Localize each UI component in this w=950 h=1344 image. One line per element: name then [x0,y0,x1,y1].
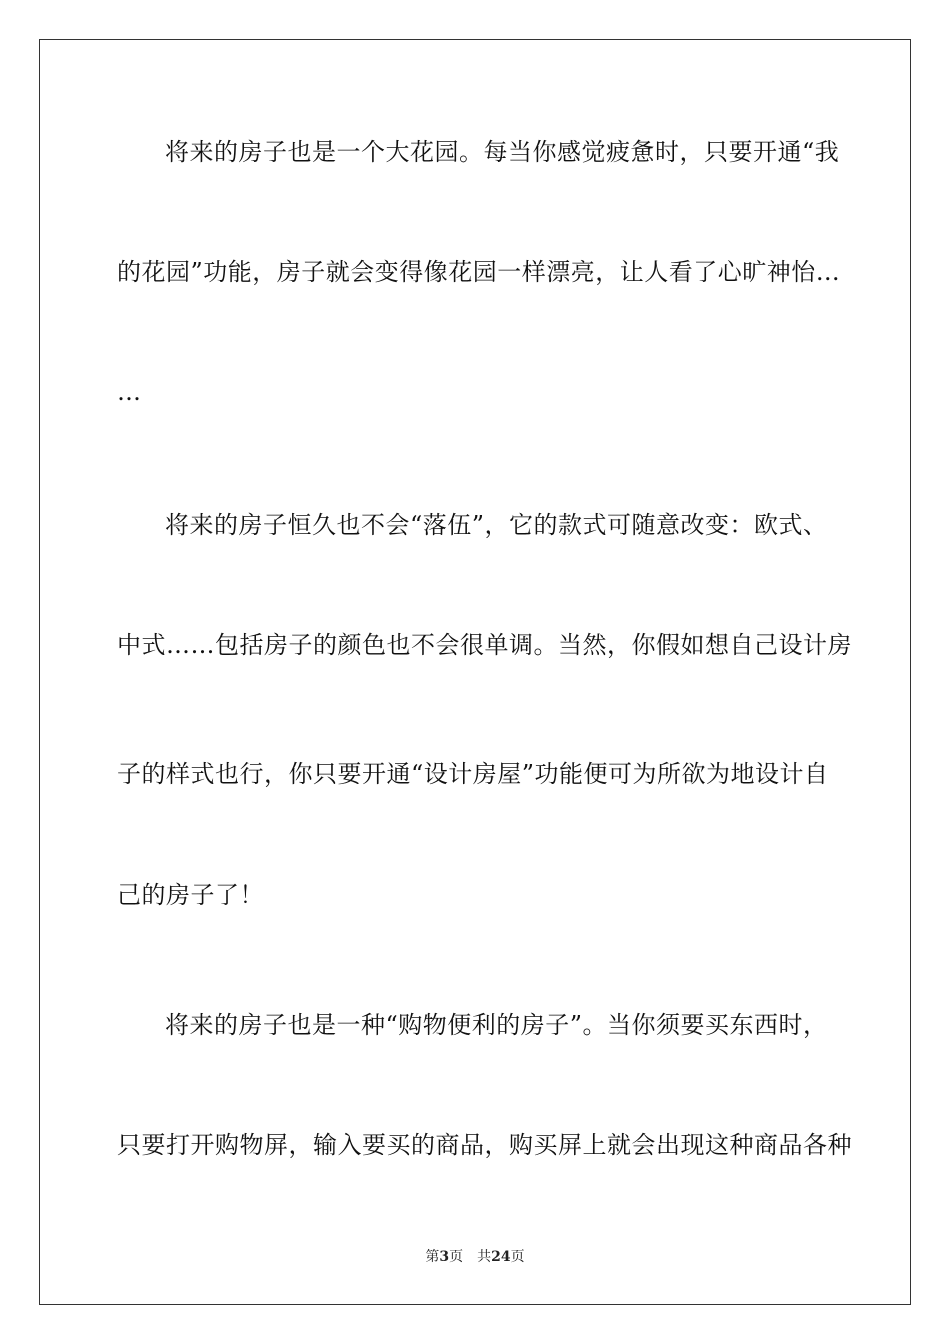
paragraph-3-line-1: 将来的房子也是一种“购物便利的房子”。当你须要买东西时， [165,1011,828,1039]
total-prefix: 共 [477,1249,492,1265]
paragraph-2-line-2: 中式……包括房子的颜色也不会很单调。当然，你假如想自己设计房 [117,631,852,659]
paragraph-3-line-2: 只要打开购物屏，输入要买的商品，购买屏上就会出现这种商品各种 [117,1131,852,1159]
page-prefix: 第 [425,1249,440,1265]
paragraph-1-line-1: 将来的房子也是一个大花园。每当你感觉疲惫时，只要开通“我 [165,138,840,166]
page-border [39,39,911,1305]
paragraph-1-line-3: … [117,378,142,406]
current-page-number: 3 [439,1249,450,1265]
paragraph-2-line-3: 子的样式也行，你只要开通“设计房屋”功能便可为所欲为地设计自 [117,760,829,788]
total-page-count: 24 [491,1249,511,1265]
paragraph-2-line-1: 将来的房子恒久也不会“落伍”，它的款式可随意改变：欧式、 [165,511,828,539]
page-footer [0,1248,950,1266]
total-suffix: 页 [510,1249,525,1265]
page-suffix: 页 [449,1249,464,1265]
paragraph-2-line-4: 己的房子了！ [117,881,264,909]
paragraph-1-line-2: 的花园”功能，房子就会变得像花园一样漂亮，让人看了心旷神怡… [117,258,841,286]
